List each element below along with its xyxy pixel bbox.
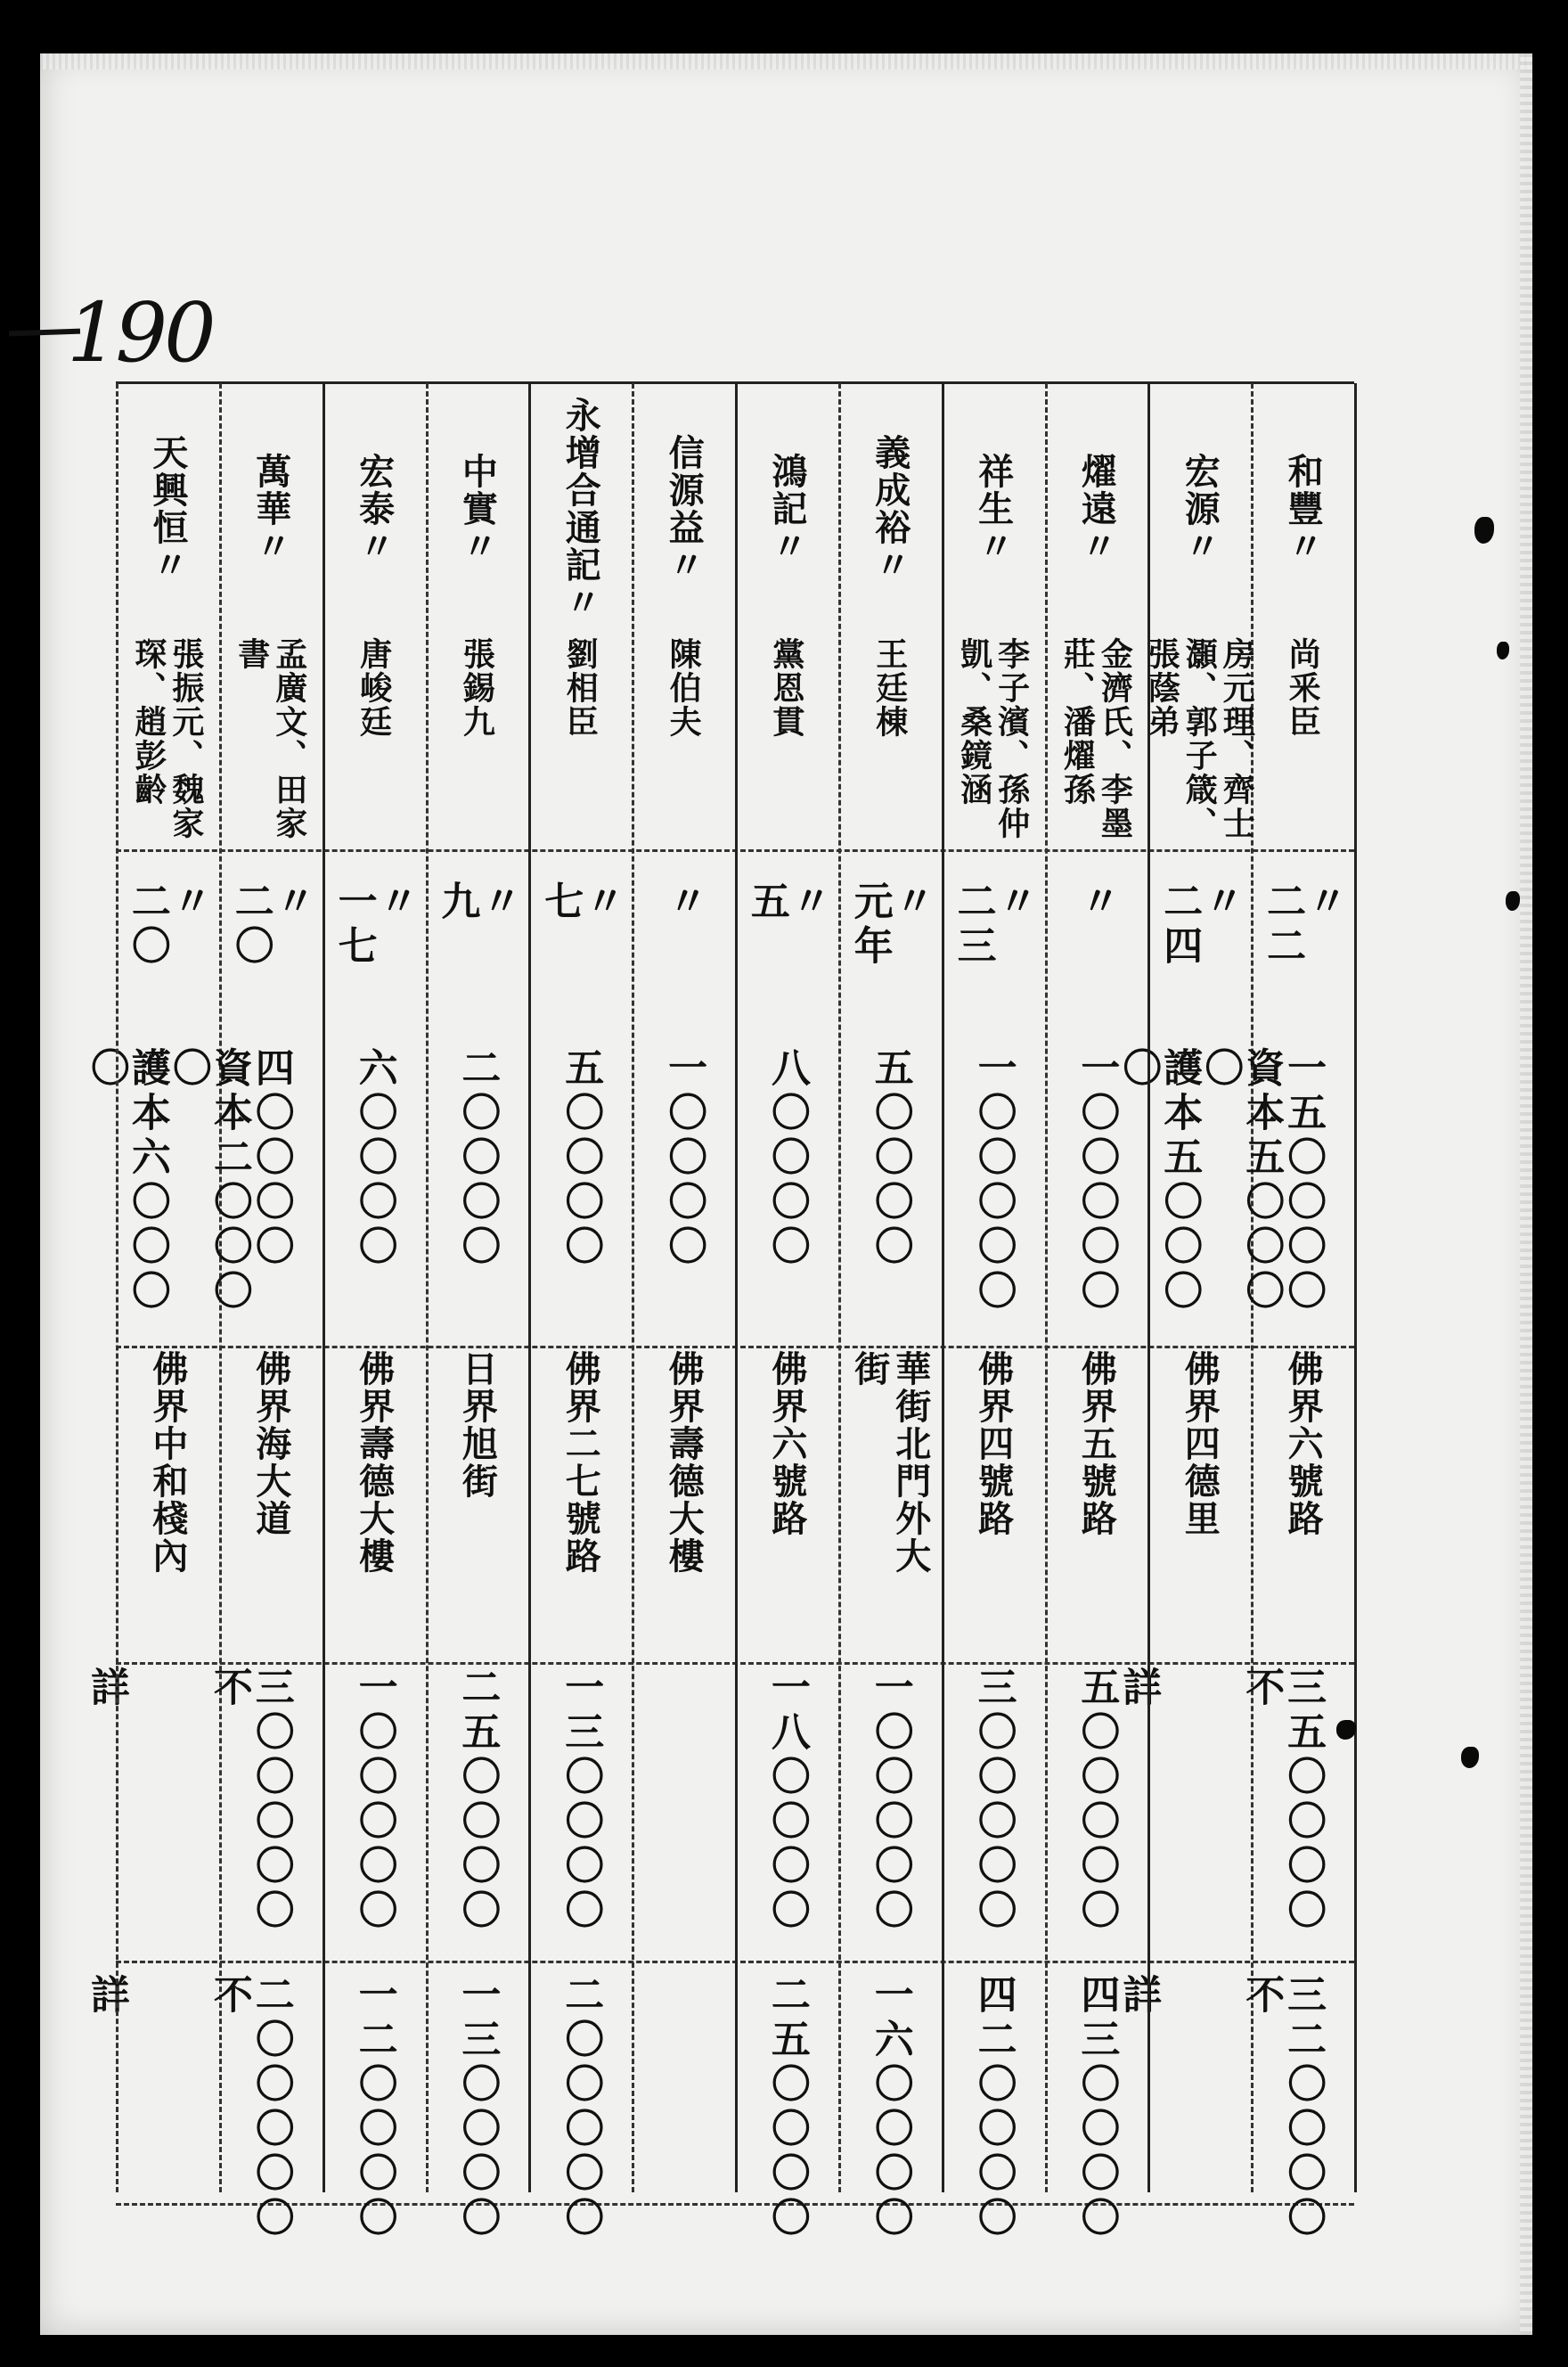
- cell-profit: [838, 1974, 942, 2268]
- cell-profit: [426, 1974, 529, 2268]
- cell-profit: [323, 1974, 426, 2268]
- cell-manager: [116, 637, 219, 869]
- capital-text: 資本二〇〇〇〇 護本六〇〇〇〇: [83, 1047, 252, 1315]
- cell-sales: [735, 1667, 838, 1961]
- sales-text: 一三〇〇〇〇: [558, 1667, 604, 1934]
- company-column: [1045, 383, 1148, 2241]
- cell-year: [1251, 880, 1354, 1041]
- year-text: 〃 元年: [846, 880, 934, 970]
- ditto-mark: 〃: [1179, 527, 1221, 565]
- address-text: 佛界壽德大樓: [663, 1350, 706, 1575]
- column-divider: [1147, 383, 1150, 2192]
- manager-text: 孟廣文、田家 書: [233, 637, 308, 840]
- cell-name: [323, 390, 426, 627]
- cell-capital: [942, 1047, 1045, 1341]
- address-text: 佛界四號路: [972, 1350, 1015, 1537]
- ditto-mark: 〃: [663, 545, 706, 584]
- company-column: [323, 383, 426, 2241]
- year-text: 〃 七: [537, 880, 625, 925]
- cell-year: [838, 880, 942, 1041]
- column-divider: [1045, 383, 1048, 2192]
- cell-address: [323, 1350, 426, 1653]
- column-divider: [735, 383, 738, 2192]
- cell-profit: [735, 1974, 838, 2268]
- manager-text: 王廷棟: [870, 637, 909, 739]
- sales-text: 一〇〇〇〇〇: [867, 1667, 913, 1934]
- cell-sales: [1045, 1667, 1148, 1961]
- name-text: 萬華: [249, 452, 292, 528]
- sales-text: 不 詳: [1115, 1667, 1285, 1711]
- name-text: 天興恒: [146, 433, 189, 546]
- cell-name: [116, 390, 219, 627]
- address-text: 佛界壽德大樓: [353, 1350, 396, 1575]
- capital-text: 四〇〇〇〇: [248, 1047, 294, 1270]
- name-text: 信源益: [663, 433, 706, 546]
- cell-address: [632, 1350, 735, 1653]
- cell-year: [426, 880, 529, 1041]
- cell-address: [735, 1350, 838, 1653]
- capital-text: 八〇〇〇〇: [764, 1047, 810, 1270]
- cell-year: [942, 880, 1045, 1041]
- column-divider: [1354, 383, 1357, 2192]
- cell-year: [735, 880, 838, 1041]
- manager-text: 張振元、魏家 琛、趙彭齡: [129, 637, 205, 840]
- cell-year: [116, 880, 219, 1041]
- ditto-mark: 〃: [353, 527, 396, 565]
- company-column: [838, 383, 942, 2241]
- cell-sales: [83, 1667, 252, 1961]
- cell-sales: [528, 1667, 632, 1961]
- sales-text: 一八〇〇〇〇: [764, 1667, 810, 1934]
- address-text: 華街北門外大 街: [848, 1350, 932, 1575]
- cell-name: [1251, 390, 1354, 627]
- column-divider: [323, 383, 325, 2192]
- cell-address: [1045, 1350, 1148, 1653]
- company-column: [83, 383, 252, 2192]
- name-text: 祥生: [972, 452, 1015, 528]
- manager-text: 李子濱、孫仲 凱、桑鏡涵: [955, 637, 1031, 840]
- address-text: 佛界五號路: [1075, 1350, 1118, 1537]
- company-column: [942, 383, 1045, 2241]
- cell-name: [528, 390, 632, 627]
- cell-profit: [942, 1974, 1045, 2268]
- name-text: 宏源: [1179, 452, 1221, 528]
- ditto-mark: 〃: [1282, 527, 1325, 565]
- name-text: 義成裕: [869, 433, 911, 546]
- cell-profit: [1115, 1974, 1285, 2268]
- capital-text: 五〇〇〇〇: [558, 1047, 604, 1270]
- address-text: 日界旭街: [456, 1350, 499, 1500]
- company-column: [1115, 383, 1285, 2192]
- year-text: 〃 二四: [1156, 880, 1244, 970]
- name-text: 中實: [456, 452, 499, 528]
- cell-capital: [323, 1047, 426, 1341]
- year-text: 〃 二〇: [124, 880, 211, 970]
- cell-profit: [83, 1974, 252, 2268]
- address-text: 佛界六號路: [1282, 1350, 1325, 1537]
- cell-manager: [219, 637, 323, 869]
- address-text: 佛界海大道: [249, 1350, 292, 1537]
- cell-sales: [838, 1667, 942, 1961]
- ditto-mark: 〃: [765, 527, 808, 565]
- company-column: [735, 383, 838, 2241]
- capital-text: 二〇〇〇〇: [454, 1047, 501, 1270]
- sales-text: 三五〇〇〇〇: [1280, 1667, 1327, 1934]
- year-text: 〃: [1074, 880, 1120, 925]
- capital-text: 一〇〇〇〇〇: [970, 1047, 1017, 1315]
- cell-sales: [323, 1667, 426, 1961]
- cell-manager: [632, 637, 735, 869]
- ditto-mark: 〃: [249, 527, 292, 565]
- cell-name: [426, 390, 529, 627]
- cell-address: [1251, 1350, 1354, 1653]
- ditto-mark: 〃: [869, 545, 911, 584]
- address-text: 佛界中和棧內: [146, 1350, 189, 1575]
- capital-text: 六〇〇〇〇: [351, 1047, 397, 1270]
- column-divider: [528, 383, 531, 2192]
- cell-manager: [528, 637, 632, 869]
- address-text: 佛界二七號路: [559, 1350, 602, 1575]
- year-text: 〃 二三: [950, 880, 1037, 970]
- cell-profit: [528, 1974, 632, 2268]
- year-text: 〃 二二: [1260, 880, 1347, 970]
- cell-capital: [528, 1047, 632, 1341]
- profit-text: 二五〇〇〇〇: [764, 1974, 810, 2241]
- year-text: 〃 一七: [331, 880, 418, 970]
- table-left-rule: [116, 383, 118, 2192]
- column-divider: [942, 383, 944, 2192]
- name-text: 鴻記: [765, 452, 808, 528]
- cell-manager: [942, 637, 1045, 869]
- cell-address: [219, 1350, 323, 1653]
- manager-text: 房元理、齊士 灝、郭子箴、 張蔭弟: [1143, 637, 1256, 840]
- company-column: [426, 383, 529, 2241]
- column-divider: [632, 383, 634, 2192]
- cell-name: [1147, 390, 1251, 627]
- sales-text: 二五〇〇〇〇: [454, 1667, 501, 1934]
- manager-text: 金濟氏、李墨 莊、潘燿孫: [1058, 637, 1134, 840]
- column-divider: [838, 383, 841, 2192]
- manager-text: 尚釆臣: [1284, 637, 1322, 739]
- cell-profit: [1045, 1974, 1148, 2268]
- cell-profit: [632, 1974, 735, 2268]
- page-number: 190: [67, 285, 213, 381]
- name-text: 和豐: [1282, 452, 1325, 528]
- capital-text: 一〇〇〇〇: [661, 1047, 707, 1270]
- ditto-mark: 〃: [972, 527, 1015, 565]
- cell-address: [1147, 1350, 1251, 1653]
- cell-address: [528, 1350, 632, 1653]
- cell-manager: [426, 637, 529, 869]
- company-column: [632, 383, 735, 2192]
- profit-text: 四三〇〇〇〇: [1074, 1974, 1120, 2241]
- cell-address: [838, 1350, 942, 1653]
- sales-text: 三〇〇〇〇〇: [970, 1667, 1017, 1934]
- cell-name: [942, 390, 1045, 627]
- cell-year: [1045, 880, 1148, 1041]
- cell-manager: [323, 637, 426, 869]
- manager-text: 唐峻廷: [355, 637, 393, 739]
- cell-manager: [1251, 637, 1354, 869]
- cell-capital: [83, 1047, 252, 1341]
- cell-sales: [632, 1667, 735, 1961]
- cell-manager: [1045, 637, 1148, 869]
- cell-manager: [1143, 637, 1256, 869]
- manager-text: 張錫九: [458, 637, 496, 739]
- name-text: 永增合通記: [559, 396, 602, 584]
- ditto-mark: 〃: [1075, 527, 1118, 565]
- cell-sales: [1115, 1667, 1285, 1961]
- cell-address: [942, 1350, 1045, 1653]
- sales-text: 五〇〇〇〇〇: [1074, 1667, 1120, 1934]
- name-text: 宏泰: [353, 452, 396, 528]
- capital-text: 一〇〇〇〇〇: [1074, 1047, 1120, 1315]
- cell-year: [323, 880, 426, 1041]
- profit-text: 一三〇〇〇〇: [454, 1974, 501, 2241]
- cell-name: [735, 390, 838, 627]
- cell-capital: [426, 1047, 529, 1341]
- year-text: 〃 二〇: [227, 880, 314, 970]
- profit-text: 四二〇〇〇〇: [970, 1974, 1017, 2241]
- cell-year: [632, 880, 735, 1041]
- cell-address: [116, 1350, 219, 1653]
- capital-text: 五〇〇〇〇: [867, 1047, 913, 1270]
- address-text: 佛界四德里: [1179, 1350, 1221, 1537]
- cell-year: [528, 880, 632, 1041]
- cell-address: [426, 1350, 529, 1653]
- ditto-mark: 〃: [559, 583, 602, 621]
- capital-text: 一五〇〇〇〇: [1280, 1047, 1327, 1315]
- cell-year: [219, 880, 323, 1041]
- ditto-mark: 〃: [146, 545, 189, 584]
- profit-text: 二〇〇〇〇〇: [248, 1974, 294, 2241]
- year-text: 〃 五: [743, 880, 830, 925]
- year-text: 〃: [661, 880, 707, 925]
- manager-text: 陳伯夫: [665, 637, 703, 739]
- cell-capital: [735, 1047, 838, 1341]
- manager-text: 黨恩貫: [767, 637, 805, 739]
- cell-manager: [838, 637, 942, 869]
- profit-text: 不 詳: [83, 1974, 252, 2019]
- sales-text: 一〇〇〇〇〇: [351, 1667, 397, 1934]
- year-text: 〃 九: [434, 880, 521, 925]
- address-text: 佛界六號路: [765, 1350, 808, 1537]
- cell-manager: [735, 637, 838, 869]
- profit-text: 不 詳: [1115, 1974, 1285, 2019]
- capital-text: 資本五〇〇〇〇 護本五〇〇〇〇: [1115, 1047, 1285, 1315]
- column-divider: [426, 383, 429, 2192]
- cell-sales: [426, 1667, 529, 1961]
- cell-name: [219, 390, 323, 627]
- company-column: [528, 383, 632, 2241]
- sales-text: 三〇〇〇〇〇: [248, 1667, 294, 1934]
- cell-capital: [1045, 1047, 1148, 1341]
- profit-text: 二〇〇〇〇〇: [558, 1974, 604, 2241]
- cell-name: [838, 390, 942, 627]
- profit-text: 一六〇〇〇〇: [867, 1974, 913, 2241]
- profit-text: 三二〇〇〇〇: [1280, 1974, 1327, 2241]
- cell-name: [632, 390, 735, 627]
- cell-capital: [632, 1047, 735, 1341]
- profit-text: 一二〇〇〇〇: [351, 1974, 397, 2241]
- sales-text: 不 詳: [83, 1667, 252, 1711]
- cell-capital: [1115, 1047, 1285, 1341]
- name-text: 燿遠: [1075, 452, 1118, 528]
- ditto-mark: 〃: [456, 527, 499, 565]
- cell-sales: [942, 1667, 1045, 1961]
- cell-name: [1045, 390, 1148, 627]
- cell-year: [1147, 880, 1251, 1041]
- cell-capital: [838, 1047, 942, 1341]
- manager-text: 劉相臣: [561, 637, 600, 739]
